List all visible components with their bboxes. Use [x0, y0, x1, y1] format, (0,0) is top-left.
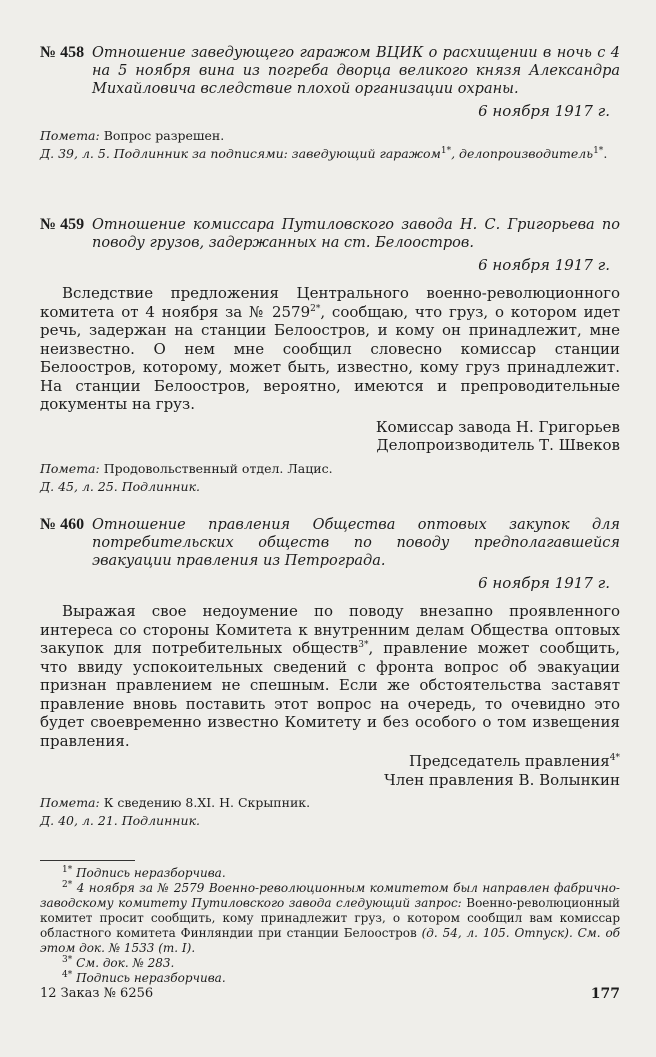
signatures [40, 752, 620, 789]
pometa [40, 128, 620, 144]
document-body [40, 602, 620, 750]
footnote-text: (д. 54, л. 105. Отпуск). См. об этом док. № 1533 (т. I). [40, 926, 620, 955]
pometa [40, 461, 620, 477]
page-number: 177 [590, 986, 620, 1002]
footnote-mark: 4* [62, 970, 73, 980]
archive-reference [40, 146, 620, 162]
document-date: 6 ноября 1917 г. [478, 256, 610, 274]
document-title: Отношение правления Общества оптовых закупок для потребительских обществ по поводу предполагавшейся эвакуации правления из Петрограда. [92, 517, 620, 569]
archive-reference [40, 813, 620, 829]
signature-line: Делопроизводитель Т. Швеков [376, 436, 620, 454]
document-body [40, 284, 620, 414]
document-459 [40, 216, 620, 495]
document-460 [40, 516, 620, 829]
archive-text: Д. 45, л. 25. Подлинник. [40, 478, 201, 494]
archive-text: Д. 39, л. 5. Подлинник за подписями: заведующий гаражом [40, 146, 441, 161]
body-text: , правление может сообщить, что ввиду успокоительных сведений с фронта вопрос об эвакуации признан правлением не спешным. Если же обстоятельства заставят правление вновь поставить этот вопрос на очередь, то очевидно это будет своевременно известно Комитету и без особого о том извещения правления. [40, 639, 620, 750]
pometa-text: Продовольственный отдел. Лацис. [103, 460, 333, 476]
footnote-mark: 1* [440, 145, 452, 156]
footnote-mark: 2* [62, 880, 73, 890]
footnote-text: Военно-революционный комитет просит сообщить, кому принадлежит груз, о котором сообщил вам комиссар областного комитета Финляндии при станции Белоостров [40, 896, 620, 940]
signatures [40, 418, 620, 455]
signature-line: Комиссар завода Н. Григорьев [375, 417, 620, 436]
footnote-mark: 4* [609, 753, 620, 763]
archive-reference [40, 479, 620, 495]
document-title: Отношение заведующего гаражом ВЦИК о расхищении в ночь с 4 на 5 ноября вина из погреба дворца великого князя Александра Михайловича вследствие плохой организации охраны. [92, 45, 620, 97]
signature-line [40, 752, 620, 771]
pometa-text: К сведению 8.XI. Н. Скрыпник. [103, 795, 311, 810]
footnote-text: Подпись неразборчива. [76, 866, 226, 880]
pometa-label: Помета: [40, 460, 100, 476]
body-text: Вследствие предложения Центрального военно-революционного комитета от 4 ноября за № 2579 [40, 284, 620, 321]
archive-text: Д. 40, л. 21. Подлинник. [40, 813, 201, 828]
footnote-mark: 3* [358, 640, 369, 650]
signature-line: Член правления В. Волынкин [384, 770, 620, 789]
footnote-mark: 3* [62, 955, 73, 965]
archive-text: . [603, 146, 608, 161]
footnote-mark: 1* [62, 865, 73, 875]
footnote-text: 4 ноября за № 2579 Военно-революционным комитетом был направлен фабрично-заводскому комитету Путиловского завода следующий запрос: [40, 881, 620, 910]
document-number: № 460 [40, 516, 85, 533]
document-number: № 458 [40, 44, 85, 61]
document-date: 6 ноября 1917 г. [478, 574, 610, 592]
footnote-mark: 1* [593, 145, 604, 156]
body-text: , сообщаю, что груз, о котором идет речь, задержан на станции Белоостров, и кому он принадлежит, мне неизвестно. О нем мне сообщил словесно комиссар станции Белоостров, которому, может быть, известно, кому груз принадлежит. На станции Белоостров, вероятно, имеются и препроводительные документы на груз. [40, 302, 620, 413]
pometa-label: Помета: [40, 128, 100, 143]
print-order-mark: 12 Заказ № 6256 [40, 986, 154, 1001]
document-458 [40, 44, 620, 162]
footnote [40, 881, 620, 956]
signature-text: Председатель правления [409, 752, 610, 770]
footnote [40, 866, 620, 881]
pometa-text: Вопрос разрешен. [103, 128, 225, 143]
footnotes [40, 866, 620, 986]
document-title: Отношение комиссара Путиловского завода Н. С. Григорьева по поводу грузов, задержанных на ст. Белоостров. [92, 217, 620, 251]
footnote-text: Подпись неразборчива. [76, 971, 226, 985]
pometa-label: Помета: [40, 795, 100, 810]
document-date: 6 ноября 1917 г. [478, 102, 610, 120]
footnote-text: См. док. № 283. [76, 956, 175, 970]
footnote-mark: 2* [310, 303, 321, 314]
body-text: Выражая свое недоумение по поводу внезапно проявленного интереса со стороны Комитета к внутренним делам Общества оптовых закупок для потребительных обществ [40, 602, 620, 657]
archive-text: , делопроизводитель [451, 146, 594, 161]
footnote [40, 971, 620, 986]
document-number: № 459 [40, 216, 85, 233]
footnote [40, 956, 620, 971]
pometa [40, 795, 620, 811]
footnote-divider [40, 860, 135, 861]
